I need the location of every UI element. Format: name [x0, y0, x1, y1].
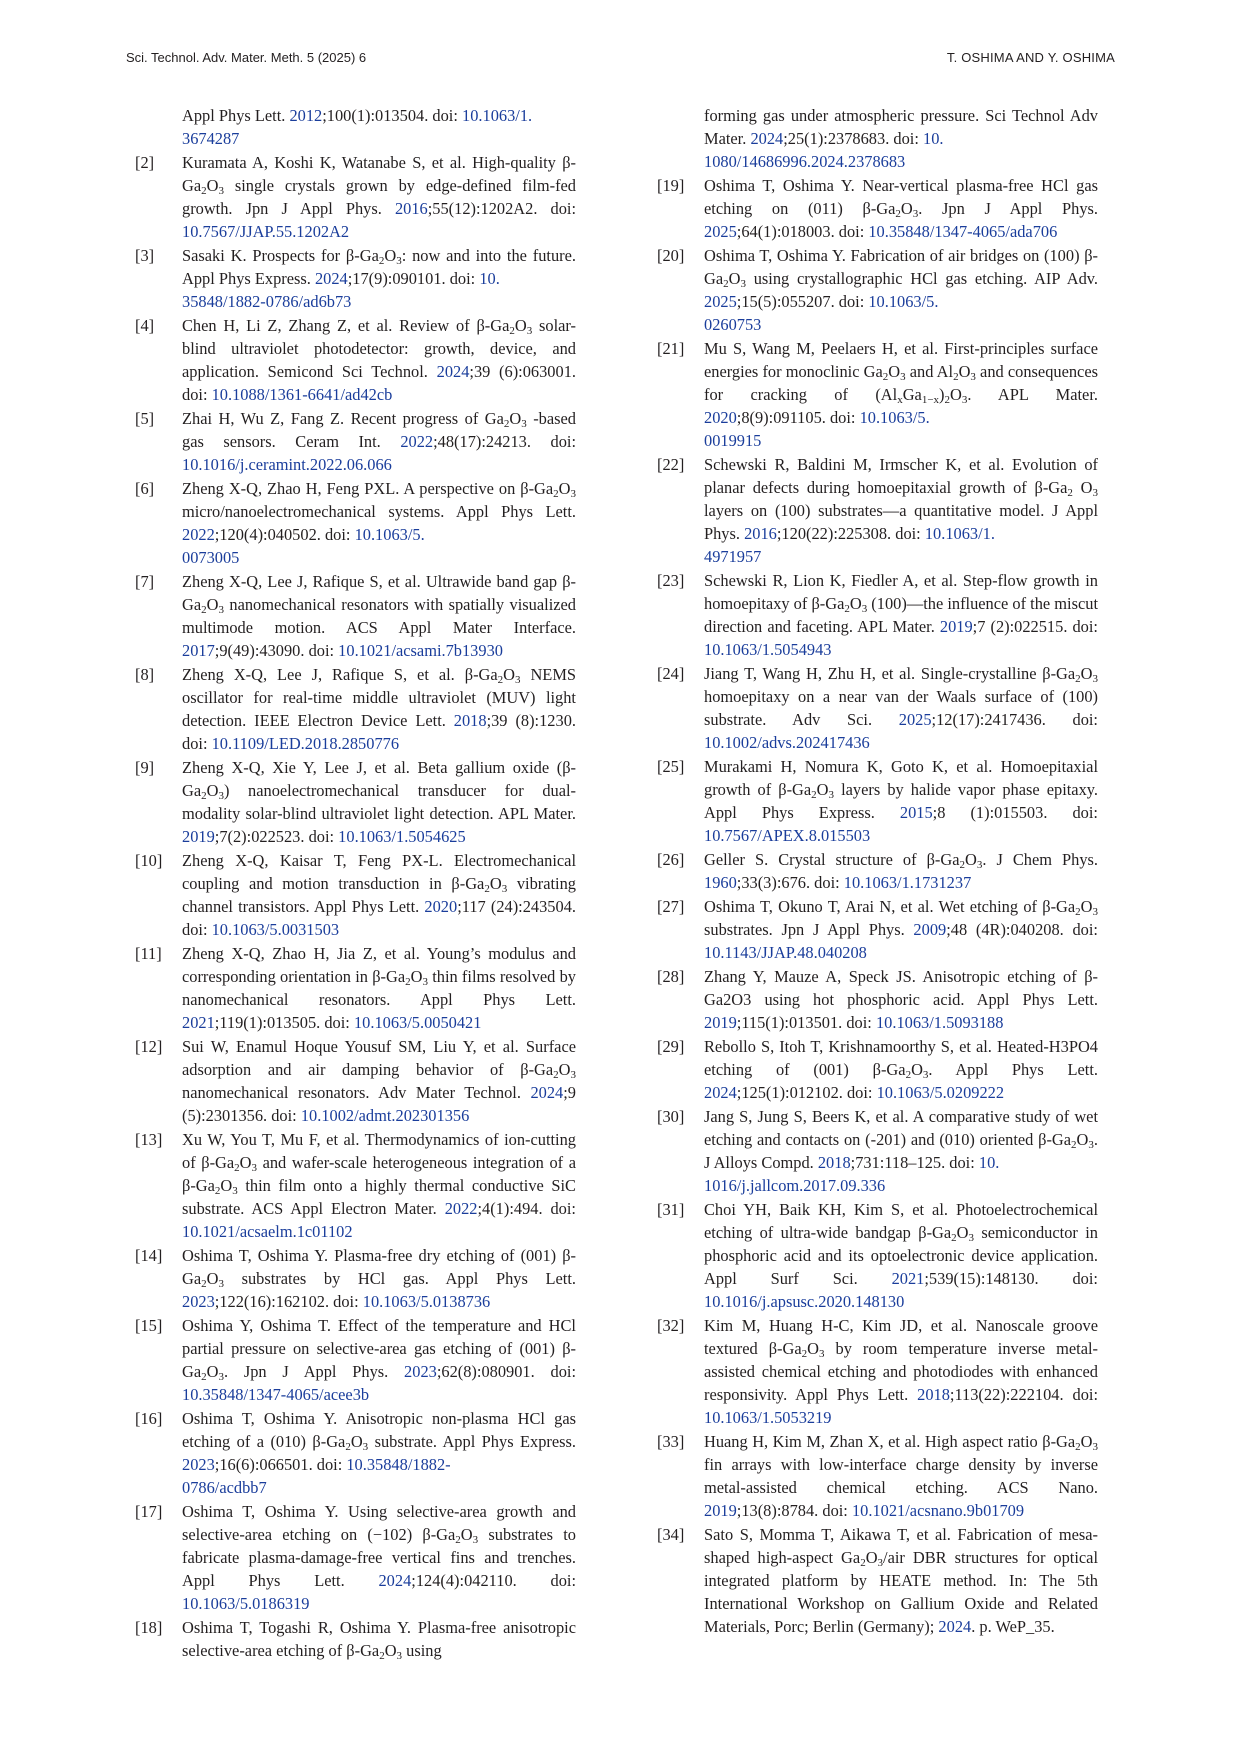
reference-column-left — [135, 104, 577, 1663]
reference-text[interactable]: Oshima T, Oshima Y. Anisotropic non-plasma HCl gas etching of a (010) $\beta-Ga_2O_3$ substrate. Appl Phys Express. 2023;16(6):066501. doi: 10.35848/1882- 0786/acdbb7 — [182, 1409, 576, 1497]
reference-number: [17] — [135, 1502, 163, 1521]
reference-item — [135, 477, 576, 569]
reference-number: [13] — [135, 1130, 163, 1149]
reference-text[interactable]: Zheng X-Q, Zhao H, Feng PXL. A perspective on $\beta-Ga_2O_3$ micro/nanoelectromechanical systems. Appl Phys Lett. 2022;120(4):040502. doi: 10.1063/5. 0073005 — [182, 479, 576, 567]
reference-number: [26] — [657, 850, 685, 869]
reference-number: [18] — [135, 1618, 163, 1637]
reference-text[interactable]: Zheng X-Q, Xie Y, Lee J, et al. Beta gallium oxide $(\beta-Ga_2O_3)$ nanoelectromechanical transducer for dual-modality solar-blind ultraviolet light detection. APL Mater. 2019;7(2):022523. doi: 10.1063/1.5054625 — [182, 758, 576, 846]
reference-item — [135, 849, 577, 941]
reference-item — [135, 1407, 576, 1499]
reference-number: [22] — [657, 455, 685, 474]
reference-item — [657, 244, 1098, 336]
reference-item — [135, 1244, 576, 1313]
reference-item — [657, 662, 1098, 754]
reference-number: [20] — [657, 246, 685, 265]
reference-item — [657, 1198, 1098, 1313]
reference-text[interactable]: Chen H, Li Z, Zhang Z, et al. Review of $\beta-Ga_2O_3$ solar-blind ultraviolet photodetector: growth, device, and application. Semicond Sci Technol. 2024;39 (6):063001. doi: 10.1088/1361-6641/ad42cb — [182, 316, 576, 404]
reference-text[interactable]: Rebollo S, Itoh T, Krishnamoorthy S, et al. Heated-H3PO4 etching of (001) $\beta-Ga_2O_3$. Appl Phys Lett. 2024;125(1):012102. doi: 10.1063/5.0209222 — [704, 1037, 1098, 1102]
reference-number: [29] — [657, 1037, 685, 1056]
reference-text[interactable]: Jang S, Jung S, Beers K, et al. A comparative study of wet etching and contacts on (-201) and (010) oriented $\beta-Ga_2O_3$. J Alloys Compd. 2018;731:118–125. doi: 10. 1016/j.jallcom.2017.09.336 — [704, 1107, 1098, 1195]
reference-text[interactable]: Zheng X-Q, Zhao H, Jia Z, et al. Young’s modulus and corresponding orientation in $\beta-Ga_2O_3$ thin films resolved by nanomechanical resonators. Appl Phys Lett. 2021;119(1):013505. doi: 10.1063/5.0050421 — [182, 944, 576, 1032]
reference-item — [657, 895, 1098, 964]
reference-item — [657, 1314, 1099, 1429]
reference-text[interactable]: Jiang T, Wang H, Zhu H, et al. Single-crystalline $\beta-Ga_2O_3$ homoepitaxy on a near van der Waals surface of (100) substrate. Adv Sci. 2025;12(17):2417436. doi: 10.1002/advs.202417436 — [704, 664, 1098, 752]
reference-text[interactable]: Mu S, Wang M, Peelaers H, et al. First-principles surface energies for monoclinic $Ga_2O_3$ and $Al_2O_3$ and consequences for cracking of $(Al_xGa_{1-x})_2O_3$. APL Mater. 2020;8(9):091105. doi: 10.1063/5. 0019915 — [704, 339, 1098, 450]
reference-item — [135, 151, 577, 243]
reference-text[interactable]: Xu W, You T, Mu F, et al. Thermodynamics of ion-cutting of $\beta-Ga_2O_3$ and wafer-scale heterogeneous integration of a $\beta-Ga_2O_3$ thin film onto a highly thermal conductive SiC substrate. ACS Appl Electron Mater. 2022;4(1):494. doi: 10.1021/acsaelm.1c01102 — [182, 1130, 576, 1241]
reference-number: [21] — [657, 339, 685, 358]
reference-number: [14] — [135, 1246, 163, 1265]
reference-item — [657, 965, 1098, 1034]
author-names: T. OSHIMA AND Y. OSHIMA — [946, 50, 1115, 65]
reference-item — [135, 1500, 577, 1615]
reference-item — [135, 1128, 576, 1243]
reference-text[interactable]: Sasaki K. Prospects for $\beta-Ga_2O_3$: now and into the future. Appl Phys Express. 2024;17(9):090101. doi: 10. 35848/1882-0786/ad6b73 — [182, 246, 576, 311]
reference-text[interactable]: Oshima T, Oshima Y. Fabrication of air bridges on (100) $\beta-Ga_2O_3$ using crystallographic HCl gas etching. AIP Adv. 2025;15(5):055207. doi: 10.1063/5. 0260753 — [704, 246, 1098, 334]
reference-text[interactable]: Sui W, Enamul Hoque Yousuf SM, Liu Y, et al. Surface adsorption and air damping behavior of $\beta-Ga_2O_3$ nanomechanical resonators. Adv Mater Technol. 2024;9 (5):2301356. doi: 10.1002/admt.202301356 — [182, 1037, 576, 1125]
reference-number: [27] — [657, 897, 685, 916]
reference-number: [33] — [657, 1432, 685, 1451]
reference-text[interactable]: Zhang Y, Mauze A, Speck JS. Anisotropic etching of β-Ga2O3 using hot phosphoric acid. Appl Phys Lett. 2019;115(1):013501. doi: 10.1063/1.5093188 — [704, 967, 1098, 1032]
reference-text[interactable]: Geller S. Crystal structure of $\beta-Ga_2O_3$. J Chem Phys. 1960;33(3):676. doi: 10.1063/1.1731237 — [704, 850, 1098, 892]
reference-number: [5] — [135, 409, 155, 428]
reference-number: [6] — [135, 479, 155, 498]
running-header — [126, 50, 1115, 72]
reference-item — [666, 104, 1098, 173]
reference-item — [657, 453, 1098, 568]
reference-text[interactable]: Kim M, Huang H-C, Kim JD, et al. Nanoscale groove textured $\beta-Ga_2O_3$ by room temperature inverse metal-assisted chemical etching and photodiodes with enhanced responsivity. Appl Phys Lett. 2018;113(22):222104. doi: 10.1063/1.5053219 — [704, 1316, 1099, 1427]
reference-number: [12] — [135, 1037, 163, 1056]
reference-item — [657, 1105, 1098, 1197]
reference-item — [135, 314, 576, 406]
reference-number: [8] — [135, 665, 155, 684]
reference-text[interactable]: Schewski R, Baldini M, Irmscher K, et al. Evolution of planar defects during homoepitaxial growth of $\beta-Ga_2$ $O_3$ layers on (100) substrates—a quantitative model. J Appl Phys. 2016;120(22):225308. doi: 10.1063/1. 4971957 — [704, 455, 1098, 566]
reference-number: [24] — [657, 664, 685, 683]
reference-text[interactable]: Zhai H, Wu Z, Fang Z. Recent progress of $Ga_2O_3$ -based gas sensors. Ceram Int. 2022;48(17):24213. doi: 10.1016/j.ceramint.2022.06.066 — [182, 409, 576, 474]
reference-item — [144, 104, 576, 150]
reference-item — [657, 1035, 1098, 1104]
reference-text[interactable]: Oshima T, Oshima Y. Near-vertical plasma-free HCl gas etching on (011) $\beta-Ga_2O_3$. Jpn J Appl Phys. 2025;64(1):018003. doi: 10.35848/1347-4065/ada706 — [704, 176, 1099, 241]
reference-text[interactable]: Oshima T, Togashi R, Oshima Y. Plasma-free anisotropic selective-area etching of $\beta-Ga_2O_3$ using — [182, 1618, 576, 1662]
reference-number: [30] — [657, 1107, 685, 1126]
reference-item — [657, 174, 1099, 243]
reference-text[interactable]: Oshima T, Okuno T, Arai N, et al. Wet etching of $\beta-Ga_2O_3$ substrates. Jpn J Appl Phys. 2009;48 (4R):040208. doi: 10.1143/JJAP.48.040208 — [704, 897, 1098, 962]
reference-item — [135, 1035, 576, 1127]
reference-item — [657, 1430, 1098, 1522]
reference-number: [3] — [135, 246, 155, 265]
reference-text[interactable]: Kuramata A, Koshi K, Watanabe S, et al. High-quality $\beta-Ga_2O_3$ single crystals grown by edge-defined film-fed growth. Jpn J Appl Phys. 2016;55(12):1202A2. doi: 10.7567/JJAP.55.1202A2 — [182, 153, 577, 241]
reference-item — [657, 848, 1098, 894]
reference-text[interactable]: Murakami H, Nomura K, Goto K, et al. Homoepitaxial growth of $\beta-Ga_2O_3$ layers by halide vapor phase epitaxy. Appl Phys Express. 2015;8 (1):015503. doi: 10.7567/APEX.8.015503 — [704, 757, 1098, 845]
reference-number: [11] — [135, 944, 162, 963]
reference-item — [135, 1314, 576, 1406]
reference-item — [657, 569, 1099, 661]
reference-number: [9] — [135, 758, 155, 777]
reference-item — [135, 244, 576, 313]
reference-number: [4] — [135, 316, 155, 335]
reference-number: [31] — [657, 1200, 685, 1219]
reference-text[interactable]: Huang H, Kim M, Zhan X, et al. High aspect ratio $\beta-Ga_2O_3$ fin arrays with low-interface charge density by inverse metal-assisted chemical etching. ACS Nano. 2019;13(8):8784. doi: 10.1021/acsnano.9b01709 — [704, 1432, 1098, 1520]
reference-text[interactable]: Oshima T, Oshima Y. Using selective-area growth and selective-area etching on (−102) $\beta-Ga_2O_3$ substrates to fabricate plasma-damage-free vertical fins and trenches. Appl Phys Lett. 2024;124(4):042110. doi: 10.1063/5.0186319 — [182, 1502, 577, 1613]
reference-text[interactable]: forming gas under atmospheric pressure. Sci Technol Adv Mater. 2024;25(1):2378683. doi: 10. 1080/14686996.2024.2378683 — [704, 106, 1098, 171]
journal-citation: Sci. Technol. Adv. Mater. Meth. 5 (2025) 6 — [126, 50, 367, 65]
reference-number: [19] — [657, 176, 685, 195]
reference-number: [28] — [657, 967, 685, 986]
reference-number: [10] — [135, 851, 163, 870]
reference-item — [135, 942, 576, 1034]
reference-text[interactable]: Oshima Y, Oshima T. Effect of the temperature and HCl partial pressure on selective-area gas etching of (001) $\beta-Ga_2O_3$. Jpn J Appl Phys. 2023;62(8):080901. doi: 10.35848/1347-4065/acee3b — [182, 1316, 576, 1404]
reference-item — [657, 755, 1098, 847]
reference-number: [34] — [657, 1525, 685, 1544]
reference-text[interactable]: Appl Phys Lett. 2012;100(1):013504. doi: 10.1063/1. 3674287 — [182, 106, 533, 148]
reference-item — [135, 407, 576, 476]
reference-item — [135, 1616, 576, 1662]
reference-number: [23] — [657, 571, 685, 590]
reference-text[interactable]: Oshima T, Oshima Y. Plasma-free dry etching of (001) $\beta-Ga_2O_3$ substrates by HCl gas. Appl Phys Lett. 2023;122(16):162102. doi: 10.1063/5.0138736 — [182, 1246, 576, 1311]
reference-item — [135, 663, 577, 755]
reference-number: [25] — [657, 757, 685, 776]
reference-text[interactable]: Zheng X-Q, Lee J, Rafique S, et al. Ultrawide band gap $\beta-Ga_2O_3$ nanomechanical resonators with spatially visualized multimode motion. ACS Appl Mater Interface. 2017;9(49):43090. doi: 10.1021/acsami.7b13930 — [182, 572, 576, 660]
reference-item — [135, 570, 576, 662]
reference-number: [16] — [135, 1409, 163, 1428]
reference-item — [135, 756, 576, 848]
reference-number: [7] — [135, 572, 155, 591]
reference-number: [2] — [135, 153, 155, 172]
reference-text[interactable]: Sato S, Momma T, Aikawa T, et al. Fabrication of mesa-shaped high-aspect $Ga_2O_3$/air DBR structures for optical integrated platform by HEATE method. In: The 5th International Workshop on Gallium Oxide and Related Materials, Porc; Berlin (Germany); 2024. p. WeP_35. — [704, 1525, 1099, 1636]
reference-item — [657, 337, 1098, 452]
reference-text[interactable]: Zheng X-Q, Lee J, Rafique S, et al. $\beta-Ga_2O_3$ NEMS oscillator for real-time middle ultraviolet (MUV) light detection. IEEE Electron Device Lett. 2018;39 (8):1230. doi: 10.1109/LED.2018.2850776 — [182, 665, 577, 753]
reference-number: [32] — [657, 1316, 685, 1335]
reference-item — [657, 1523, 1099, 1638]
reference-text[interactable]: Zheng X-Q, Kaisar T, Feng PX-L. Electromechanical coupling and motion transduction in $\beta-Ga_2O_3$ vibrating channel transistors. Appl Phys Lett. 2020;117 (24):243504. doi: 10.1063/5.0031503 — [182, 851, 577, 939]
reference-text[interactable]: Choi YH, Baik KH, Kim S, et al. Photoelectrochemical etching of ultra-wide bandgap $\beta-Ga_2O_3$ semiconductor in phosphoric acid and its optoelectronic device application. Appl Surf Sci. 2021;539(15):148130. doi: 10.1016/j.apsusc.2020.148130 — [704, 1200, 1098, 1311]
reference-column-right — [657, 104, 1099, 1639]
reference-number: [15] — [135, 1316, 163, 1335]
reference-text[interactable]: Schewski R, Lion K, Fiedler A, et al. Step-flow growth in homoepitaxy of $\beta-Ga_2O_3$ (100)—the influence of the miscut direction and faceting. APL Mater. 2019;7 (2):022515. doi: 10.1063/1.5054943 — [704, 571, 1099, 659]
